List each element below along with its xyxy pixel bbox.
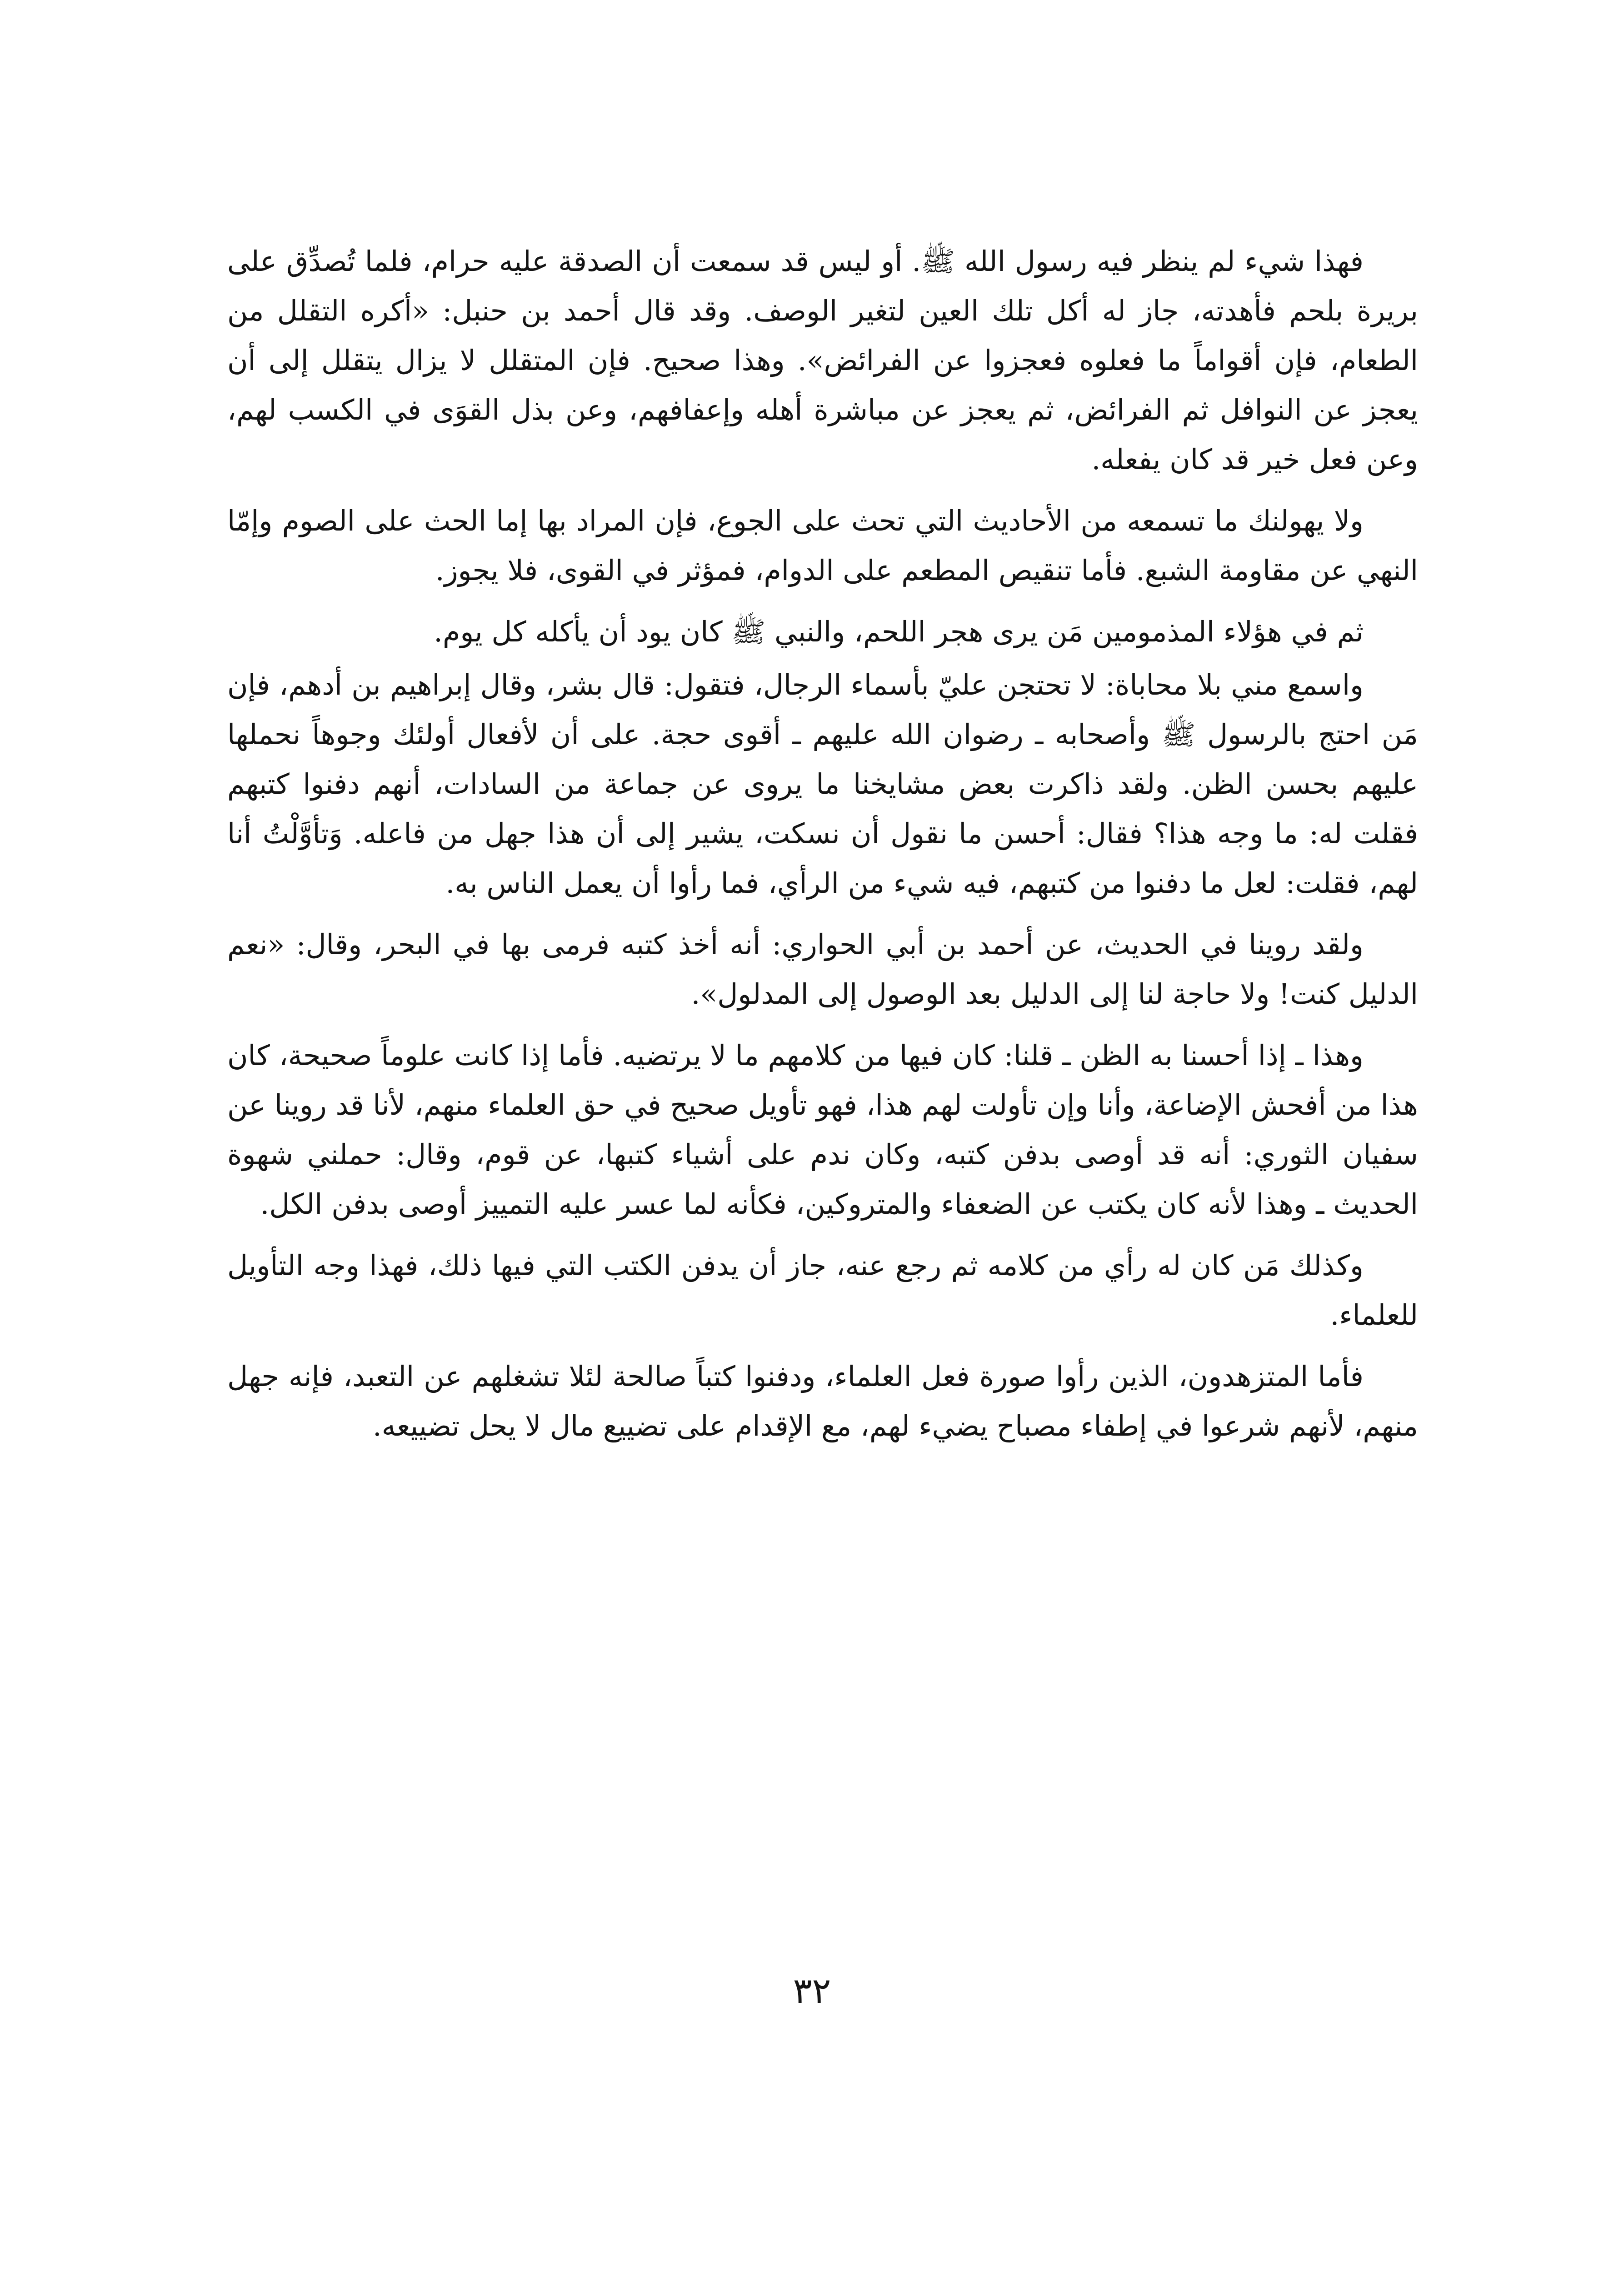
paragraph-6: وهذا ـ إذا أحسنا به الظن ـ قلنا: كان فيها من كلامهم ما لا يرتضيه. فأما إذا كانت علوماً صحيحة، كان هذا من أفحش الإضاعة، وأنا وإن تأولت لهم هذا، فهو تأويل صحيح في حق العلماء منهم، لأنا قد روينا عن سفيان الثوري: أنه قد أوصى بدفن كتبه، وكان ندم على أشياء كتبها، عن قوم، وقال: حملني شهوة الحديث ـ وهذا لأنه كان يكتب عن الضعفاء والمتروكين، فكأنه لما عسر عليه التمييز أوصى بدفن الكل. bbox=[227, 1039, 1418, 1221]
body-text bbox=[227, 236, 1418, 1462]
page-number: ٣٢ bbox=[793, 1971, 831, 2012]
paragraph-2: ولا يهولنك ما تسمعه من الأحاديث التي تحث على الجوع، فإن المراد بها إما الحث على الصوم وإمّا النهي عن مقاومة الشبع. فأما تنقيص المطعم على الدوام، فمؤثر في القوى، فلا يجوز. bbox=[227, 504, 1418, 587]
paragraph-1: فهذا شيء لم ينظر فيه رسول الله ﷺ. أو ليس قد سمعت أن الصدقة عليه حرام، فلما تُصدِّق على بريرة بلحم فأهدته، جاز له أكل تلك العين لتغير الوصف. وقد قال أحمد بن حنبل: «أكره التقلل من الطعام، فإن أقواماً ما فعلوه فعجزوا عن الفرائض». وهذا صحيح. فإن المتقلل لا يزال يتقلل إلى أن يعجز عن النوافل ثم الفرائض، ثم يعجز عن مباشرة أهله وإعفافهم، وعن بذل القوَى في الكسب لهم، وعن فعل خير قد كان يفعله. bbox=[227, 245, 1418, 476]
paragraph-3: ثم في هؤلاء المذمومين مَن يرى هجر اللحم، والنبي ﷺ كان يود أن يأكله كل يوم. bbox=[434, 615, 1364, 648]
paragraph-5: ولقد روينا في الحديث، عن أحمد بن أبي الحواري: أنه أخذ كتبه فرمى بها في البحر، وقال: «نعم الدليل كنت! ولا حاجة لنا إلى الدليل بعد الوصول إلى المدلول». bbox=[227, 928, 1418, 1011]
paragraph-7: وكذلك مَن كان له رأي من كلامه ثم رجع عنه، جاز أن يدفن الكتب التي فيها ذلك، فهذا وجه التأويل للعلماء. bbox=[227, 1249, 1418, 1332]
paragraph-4: واسمع مني بلا محاباة: لا تحتجن عليّ بأسماء الرجال، فتقول: قال بشر، وقال إبراهيم بن أدهم، فإن مَن احتج بالرسول ﷺ وأصحابه ـ رضوان الله عليهم ـ أقوى حجة. على أن لأفعال أولئك وجوهاً نحملها عليهم بحسن الظن. ولقد ذاكرت بعض مشايخنا ما يروى عن جماعة من السادات، أنهم دفنوا كتبهم فقلت له: ما وجه هذا؟ فقال: أحسن ما نقول أن نسكت، يشير إلى أن هذا جهل من فاعله. وَتأوَّلْتُ أنا لهم، فقلت: لعل ما دفنوا من كتبهم، فيه شيء من الرأي، فما رأوا أن يعمل الناس به. bbox=[227, 668, 1418, 900]
paragraph-8: فأما المتزهدون، الذين رأوا صورة فعل العلماء، ودفنوا كتباً صالحة لئلا تشغلهم عن التعبد، فإنه جهل منهم، لأنهم شرعوا في إطفاء مصباح يضيء لهم، مع الإقدام على تضييع مال لا يحل تضييعه. bbox=[227, 1360, 1418, 1442]
